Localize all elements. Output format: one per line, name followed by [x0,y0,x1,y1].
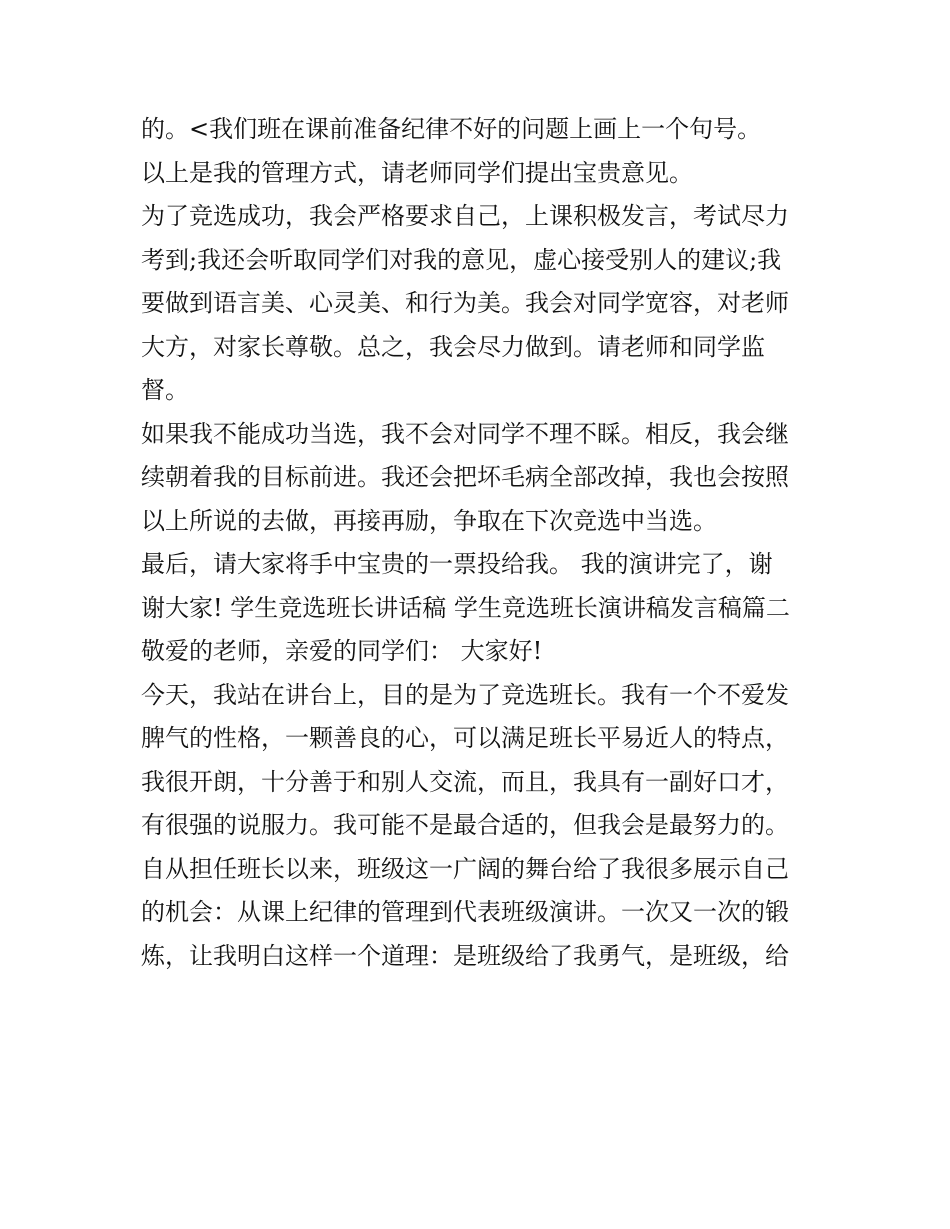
text-line: 最后，请大家将手中宝贵的一票投给我。 我的演讲完了，谢 [141,550,773,578]
text-line: 以上是我的管理方式，请老师同学们提出宝贵意见。 [141,158,693,187]
text-line: 脾气的性格，一颗善良的心，可以满足班长平易近人的特点， [141,724,789,752]
text-line: 敬爱的老师，亲爱的同学们： 大家好! [141,637,543,665]
text-line: 以上所说的去做，再接再励，争取在下次竞选中当选。 [141,506,717,535]
text-line: 要做到语言美、心灵美、和行为美。我会对同学宽容，对老师 [141,289,789,317]
text-line: 的。<我们班在课前准备纪律不好的问题上画上一个句号。 [141,115,762,143]
text-line: 今天，我站在讲台上，目的是为了竞选班长。我有一个不爱发 [141,680,789,709]
text-line: 自从担任班长以来，班级这一广阔的舞台给了我很多展示自己 [141,854,789,883]
text-line: 炼，让我明白这样一个道理：是班级给了我勇气，是班级，给 [141,941,789,970]
text-line: 督。 [141,376,189,404]
text-line: 有很强的说服力。我可能不是最合适的，但我会是最努力的。 [141,811,789,839]
text-line: 续朝着我的目标前进。我还会把坏毛病全部改掉，我也会按照 [141,463,789,491]
text-line: 谢大家! 学生竞选班长讲话稿 学生竞选班长演讲稿发言稿篇二 [141,593,790,622]
text-line: 为了竞选成功，我会严格要求自己，上课积极发言，考试尽力 [141,202,789,230]
text-line: 如果我不能成功当选，我不会对同学不理不睬。相反，我会继 [141,419,789,448]
text-line: 考到;我还会听取同学们对我的意见，虚心接受别人的建议;我 [141,245,782,274]
text-line: 的机会：从课上纪律的管理到代表班级演讲。一次又一次的锻 [141,898,789,926]
text-line: 大方，对家长尊敬。总之，我会尽力做到。请老师和同学监 [141,332,765,361]
document-body [141,108,821,978]
text-line: 我很开朗，十分善于和别人交流，而且，我具有一副好口才， [141,767,789,796]
